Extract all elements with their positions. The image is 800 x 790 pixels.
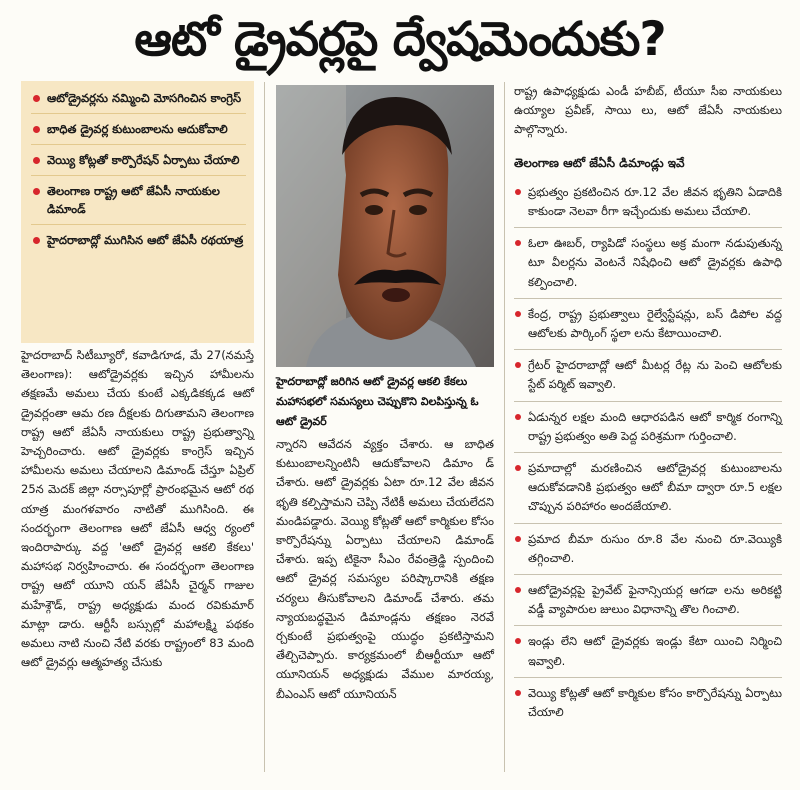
demand-item: ఏడున్నర లక్షల మంది ఆధారపడిన ఆటో కార్మిక రంగాన్ని రాష్ట్ర ప్రభుత్వం అతి పెద్ద పరిశ్రమగా గుర్తించాలి. <box>514 408 782 453</box>
demand-item: కేంద్ర, రాష్ట్ర ప్రభుత్వాలు రైల్వేస్టేషన్లు, బస్ డిపోల వద్ద ఆటోలకు పార్కింగ్ స్థలా లను కేటాయించాలి. <box>514 305 782 350</box>
bullet-dot-icon <box>515 690 521 696</box>
demands-subheading: తెలంగాణ ఆటో జేఏసీ డిమాండ్లు ఇవే <box>514 155 685 170</box>
article-paragraph: హైదరాబాద్ సిటీబ్యూరో, కవాడిగూడ, మే 27(నమస్తే తెలంగాణ): ఆటోడ్రైవర్లకు ఇచ్చిన హామీలను తక్షణమే అమలు చేయ కుంటే ఎక్కడికక్కడ ఆటో డ్రైవర్లంతా ఆమ రణ దీక్షలకు దిగుతామని తెలంగాణ రాష్ట్ర ఆటో జేఏసీ నాయకులు రాష్ట్ర ప్రభుత్వాన్ని హెచ్చరించారు. ఆటో డ్రైవర్లకు కాంగ్రెస్ ఇచ్చిన హామీలను అమలు చేయాలని డిమాండ్ చేస్తూ ఏప్రిల్ 25న మెదక్ జిల్లా నర్సాపూర్లో ప్రారంభమైన ఆటో రథ యాత్ర మంగళవారం నాటితో ముగిసింది. ఈ సందర్భంగా తెలంగాణ ఆటో జేఏసీ ఆధ్వ ర్యంలో ఇందిరాపార్కు వద్ద 'ఆటో డ్రైవర్ల ఆకలి కేకలు' మహాసభ నిర్వహించారు. ఈ సందర్భంగా తెలంగాణ రాష్ట్ర ఆటో యూని యన్ జేఏసీ చైర్మన్ గాజుల మహేశ్గౌడ్, రాష్ట్ర అధ్యక్షుడు మంద రవికుమార్ మాట్లా డారు. ఆర్టీసీ బస్సుల్లో మహాలక్ష్మి పథకం అమలు నాటి నుంచి నేటి వరకు రాష్ట్రంలో 83 మంది ఆటో డ్రైవర్లు ఆత్మహత్య చేసుకు <box>21 348 254 670</box>
demand-item: ప్రభుత్వం ప్రకటించిన రూ.12 వేల జీవన భృతిని ఏడాదికి కాకుండా నెలవా రీగా ఇచ్చేందుకు అమలు చేయాలి. <box>514 183 782 228</box>
headline: ఆటో డ్రైవర్లపై ద్వేషమెందుకు? <box>134 12 666 67</box>
highlights-box <box>21 81 254 343</box>
auto-driver-photo <box>276 85 494 367</box>
demand-item: గ్రేటర్ హైదరాబాద్లో ఆటో మీటర్ల రేట్ల ను పెంచి ఆటోలకు స్టేట్ పర్మిట్ ఇవ్వాలి. <box>514 356 782 401</box>
demand-item: ప్రమాదాల్లో మరణించిన ఆటోడ్రైవర్ల కుటుంబాలను ఆదుకోవడానికి ప్రభుత్వం ఆటో బీమా ద్వారా రూ.5 లక్షల చొప్పున పరిహారం అందజేయాలి. <box>514 459 782 524</box>
bullet-dot-icon <box>515 362 521 368</box>
column-divider <box>264 82 265 772</box>
article-column-1 <box>21 346 254 672</box>
bullet-dot-icon <box>33 157 40 164</box>
portrait-illustration <box>276 85 494 367</box>
highlight-item: తెలంగాణ రాష్ట్ర ఆటో జేఏసీ నాయకుల డిమాండ్ <box>31 182 246 225</box>
demand-item: వెయ్యి కోట్లతో ఆటో కార్మికుల కోసం కార్పొరేషన్ను ఏర్పాటు చేయాలి <box>514 684 782 728</box>
column-divider <box>504 82 505 772</box>
bullet-dot-icon <box>515 465 521 471</box>
demand-item: ప్రమాద బీమా రుసుం రూ.8 వేల నుంచి రూ.వెయ్యికి తగ్గించాలి. <box>514 530 782 575</box>
bullet-dot-icon <box>33 95 40 102</box>
bullet-dot-icon <box>515 587 521 593</box>
article-paragraph: న్నారని ఆవేదన వ్యక్తం చేశారు. ఆ బాధిత కుటుంబాలన్నింటినీ ఆదుకోవాలని డిమాం డ్ చేశారు. ఆటో డ్రైవర్లకు ఏటా రూ.12 వేల జీవన భృతి కల్పిస్తామని చెప్పి నేటికీ అమలు చేయలేదని మండిపడ్డారు. వెయ్యి కోట్లతో ఆటో కార్మికుల కోసం కార్పొరేషన్ను ఏర్పాటు చేయాలని డిమాండ్ చేశారు. ఇప్ప టికైనా సీఎం రేవంత్రెడ్డి స్పందించి ఆటో డ్రైవర్ల సమస్యల పరిష్కారానికి తక్షణ చర్యలు తీసుకోవాలని డిమాండ్ చేశారు. తమ న్యాయబద్ధమైన డిమాండ్లను తక్షణం నెరవే ర్చకుంటే ప్రభుత్వంపై యుద్ధం ప్రకటిస్తామని తేల్చిచెప్పారు. కార్యక్రమంలో బీఆర్టీయూ ఆటో యూనియన్ అధ్యక్షుడు వేముల మారయ్య, బీఎంఎస్ ఆటో యూనియన్ <box>276 437 494 701</box>
highlight-item: హైదరాబాద్లో ముగిసిన ఆటో జేఏసీ రథయాత్ర <box>31 231 246 255</box>
highlight-item: వెయ్యి కోట్లతో కార్పొరేషన్ ఏర్పాటు చేయాలి <box>31 151 246 176</box>
demand-item: ఆటోడ్రైవర్లపై ప్రైవేట్ ఫైనాన్సియర్ల ఆగడా లను అరికట్టి వడ్డీ వ్యాపారుల జులుం విధానాన్ని తొల గించాలి. <box>514 581 782 626</box>
article-paragraph: రాష్ట్ర ఉపాధ్యక్షుడు ఎండీ హబీబ్, టీయూ సీఐ నాయకులు ఉయ్యాల ప్రవీణ్, సాయి లు, ఆటో జేఏసీ నాయకులు పాల్గొన్నారు. <box>514 84 782 137</box>
bullet-dot-icon <box>33 126 40 133</box>
highlight-item: ఆటోడ్రైవర్లను నమ్మించి మోసగించిన కాంగ్రెస్ <box>31 89 246 114</box>
article-column-2 <box>276 435 494 704</box>
bullet-dot-icon <box>33 188 40 195</box>
demand-item: ఓలా ఊబర్, ర్యాపిడో సంస్థలు అక్ర మంగా నడుపుతున్న టూ వీలర్లను వెంటనే నిషేధించి ఆటో డ్రైవర్లకు ఉపాధి కల్పించాలి. <box>514 234 782 299</box>
bullet-dot-icon <box>515 414 521 420</box>
bullet-dot-icon <box>33 237 40 244</box>
bullet-dot-icon <box>515 638 521 644</box>
bullet-dot-icon <box>515 189 521 195</box>
bullet-dot-icon <box>515 536 521 542</box>
article-column-3 <box>514 82 782 734</box>
highlight-item: బాధిత డ్రైవర్ల కుటుంబాలను ఆదుకోవాలి <box>31 120 246 145</box>
photo-caption: హైదరాబాద్లో జరిగిన ఆటో డ్రైవర్ల ఆకలి కేకలు మహాసభలో సమస్యలు చెప్పుకొని విలపిస్తున్న ఓ ఆటో డ్రైవర్ <box>276 375 479 428</box>
bullet-dot-icon <box>515 240 521 246</box>
demand-item: ఇండ్లు లేని ఆటో డ్రైవర్లకు ఇండ్లు కేటా యించి నిర్మించి ఇవ్వాలి. <box>514 632 782 677</box>
bullet-dot-icon <box>515 311 521 317</box>
